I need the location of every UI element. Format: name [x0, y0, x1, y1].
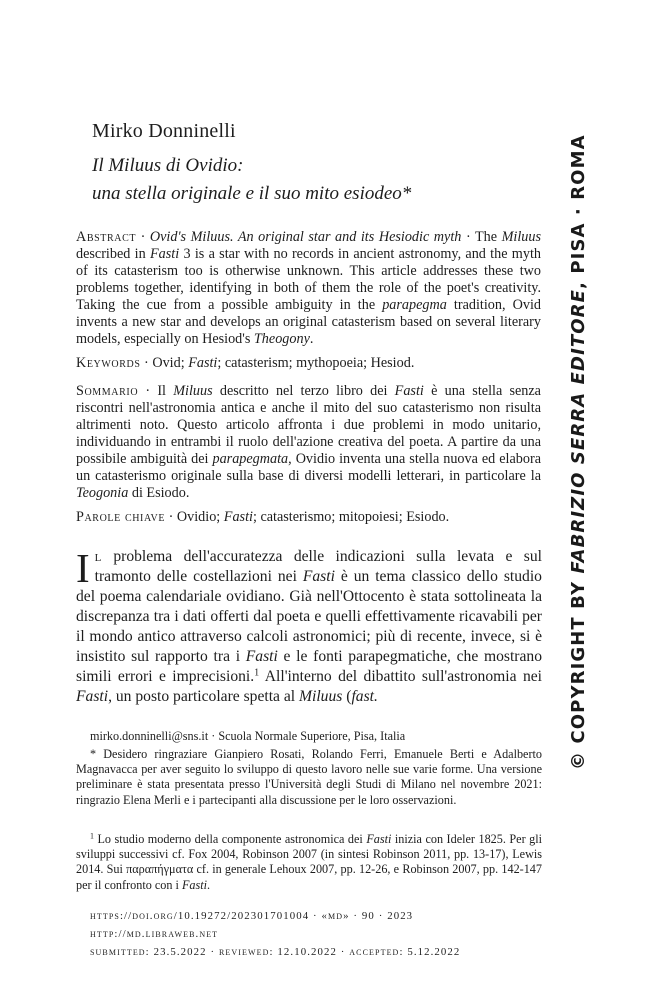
footnote-star-text: Desidero ringraziare Gianpiero Rosati, Rolando Ferri, Emanuele Berti e Adalberto Magnavacca per aver seguito lo sviluppo di questo lavoro nelle sue varie forme. Una versione preliminare è stata presentata presso l'Università degli Studi di Milano nel novembre 2021: ringrazio Elena Merli e i partecipanti alla discussione per le loro osservazioni.: [76, 747, 542, 807]
sommario-text-italic: Fasti: [394, 383, 424, 399]
copyright-publisher: FABRIZIO SERRA EDITORE: [568, 288, 589, 574]
footnote-reference[interactable]: 1: [254, 667, 260, 679]
copyright-prefix: © COPYRIGHT BY: [568, 573, 589, 770]
keywords: [76, 355, 541, 372]
abstract-text: .: [309, 331, 314, 347]
parole-chiave-text: · Ovidio;: [165, 509, 224, 525]
parole-chiave: [76, 509, 541, 526]
footnote-1-mark: 1: [90, 831, 94, 841]
website-link[interactable]: http://md.libraweb.net: [90, 928, 219, 940]
keywords-label: Keywords: [76, 355, 141, 371]
author-contact: mirko.donninelli@sns.it · Scuola Normale Superiore, Pisa, Italia: [90, 729, 406, 743]
footnote-1-text-italic: Fasti: [366, 832, 392, 846]
sommario-text: descritto nel terzo libro dei: [212, 383, 395, 399]
keywords-text-italic: Fasti: [188, 355, 218, 371]
article-title: [92, 152, 512, 208]
abstract-text: described in: [76, 246, 150, 262]
sommario-text: · Il: [138, 383, 174, 399]
body-text-italic: fast.: [351, 688, 378, 705]
sommario-label: Sommario: [76, 383, 139, 399]
abstract-text-italic: Miluus: [501, 229, 541, 245]
body-text: problema dell'accuratezza delle indicazioni sulla levata e sul tramonto delle costellazioni nei: [94, 548, 542, 585]
abstract-label: Abstract: [76, 229, 137, 245]
keywords-text: · Ovid;: [140, 355, 189, 371]
body-text: All'interno del dibattito sull'astronomia nei: [259, 668, 542, 685]
copyright-suffix: , PISA · ROMA: [568, 134, 589, 289]
title-line-2: una stella originale e il suo mito esiodeo*: [92, 183, 412, 204]
sommario-text-italic: parapegmata: [212, 451, 289, 467]
body-text-italic: Fasti: [302, 568, 335, 585]
sommario-text: di Esiodo.: [128, 485, 190, 501]
body-paragraph: [76, 547, 542, 707]
sommario: [76, 383, 541, 502]
keywords-text: ; catasterism; mythopoeia; Hesiod.: [217, 355, 415, 371]
abstract-separator: ·: [136, 229, 150, 245]
parole-chiave-text-italic: Fasti: [223, 509, 253, 525]
body-text-italic: Fasti: [245, 648, 278, 665]
footnote-1: [76, 832, 542, 893]
sommario-text-italic: Teogonia: [76, 485, 129, 501]
body-smallcap: l: [94, 548, 102, 565]
sommario-text-italic: Miluus: [173, 383, 213, 399]
abstract-text: · The: [461, 229, 502, 245]
body-text: è un tema classico dello studio del poema calendariale ovidiano. Già nell'Ottocento è stata sottolineata la discrepanza tra i dati offerti dal poeta e quelli effettivamente ricavabili per il mondo antico attraverso calcoli astronomici; più di recente, invece, si è insistito sul rapporto tra i: [76, 568, 542, 665]
body-text: (: [342, 688, 352, 705]
body-text-italic: Fasti: [76, 688, 109, 705]
footnote-1-text-italic: Fasti: [181, 877, 207, 892]
abstract: [76, 229, 541, 348]
abstract-text: 3 is a star with no records in ancient astronomy, and the myth of its catasterism too is otherwise unknown. This article addresses these two problems together, identifying in both of them the role of the poet's creativity. Taking the cue from a possible ambiguity in the: [76, 246, 541, 313]
sommario-text: è una stella senza riscontri nell'astronomia antica e anche il mito del suo catasterismo non risulta altrimenti noto. Questo articolo affronta i due problemi in modo unitario, individuando in entrambi il ruolo dell'azione creativa del poeta. A partire da una possibile ambiguità dei: [76, 383, 541, 467]
parole-chiave-text: ; catasterismo; mitopoiesi; Esiodo.: [252, 509, 450, 525]
drop-cap: I: [76, 545, 90, 591]
abstract-text: tradition, Ovid invents a new star and develops an original catasterism based on several literary models, especially on Hesiod's: [76, 297, 541, 347]
abstract-english-title: Ovid's Miluus. An original star and its Hesiodic myth: [149, 229, 462, 245]
footnote-1-text: .: [207, 877, 211, 892]
doi-link[interactable]: https://doi.org/10.19272/202301701004 · «md» · 90 · 2023: [90, 910, 414, 922]
submission-dates: submitted: 23.5.2022 · reviewed: 12.10.2022 · accepted: 5.12.2022: [90, 946, 461, 958]
parole-chiave-label: Parole chiave: [76, 509, 166, 525]
abstract-text-italic: parapegma: [382, 297, 447, 313]
body-text: , un posto particolare spetta al: [108, 688, 300, 705]
abstract-text-italic: Theogony: [253, 331, 310, 347]
body-text: e le fonti parapegmatiche, che mostrano simili errori e imprecisioni.: [76, 648, 542, 685]
abstract-text-italic: Fasti: [149, 246, 180, 262]
sommario-text: , Ovidio inventa una stella nuova ed elabora un catasterismo originale sulla base di diversi modelli letterari, in particolare la: [76, 451, 542, 484]
footnote-star: [76, 747, 542, 808]
body-text-italic: Miluus: [299, 688, 343, 705]
author-name: Mirko Donninelli: [92, 120, 236, 142]
footnote-star-mark: *: [90, 747, 97, 761]
title-line-1: Il Miluus di Ovidio:: [92, 155, 244, 176]
footnote-1-text: inizia con Ideler 1825. Per gli sviluppi successivi cf. Fox 2004, Robinson 2007 (in sintesi Robinson 2011, pp. 13-17), Lewis 2014. Sui παραπήγματα cf. in generale Lehoux 2007, pp. 12-26, e Robinson 2007, pp. 142-147 per il confronto con i: [76, 832, 543, 892]
footnote-1-text: Lo studio moderno della componente astronomica dei: [93, 832, 367, 846]
copyright-notice: [568, 134, 589, 770]
